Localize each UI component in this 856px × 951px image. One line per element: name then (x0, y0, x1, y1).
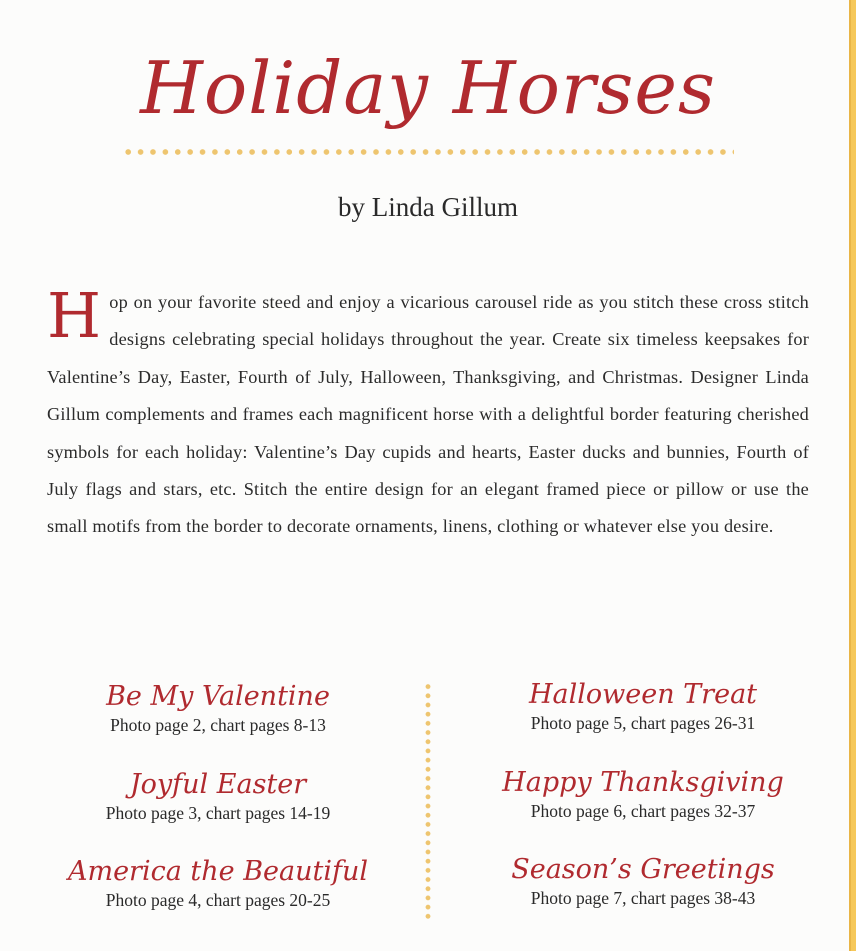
design-entry-seasons-greetings (493, 853, 793, 909)
design-entry-valentine (68, 680, 368, 736)
drop-cap: H (47, 279, 102, 352)
design-pages: Photo page 5, chart pages 26-31 (530, 713, 756, 733)
design-pages: Photo page 3, chart pages 14-19 (105, 803, 331, 823)
design-pages: Photo page 2, chart pages 8-13 (110, 715, 326, 735)
intro-paragraph (47, 279, 809, 546)
design-entry-easter (68, 768, 368, 824)
page-title: Holiday Horses (140, 46, 716, 130)
column-divider (424, 682, 432, 920)
author-byline: by Linda Gillum (338, 192, 518, 222)
intro-text: op on your favorite steed and enjoy a vicarious carousel ride as you stitch these cross stitch designs celebrating special holidays throughout the year. Create six timeless keepsakes for Valentine’s Day, Easter, Fourth of July, Halloween, Thanksgiving, and Christmas. Designer Linda Gillum complements and frames each magnificent horse with a delightful border featuring cherished symbols for each holiday: Valentine’s Day cupids and hearts, Easter ducks and bunnies, Fourth of July flags and stars, etc. Stitch the entire design for an elegant framed piece or pillow or use the small motifs from the border to decorate ornaments, linens, clothing or whatever else you desire. (47, 292, 809, 537)
design-name: Be My Valentine (106, 681, 330, 712)
design-pages: Photo page 4, chart pages 20-25 (105, 890, 331, 910)
design-name: America the Beautiful (67, 856, 369, 887)
design-name: Season’s Greetings (511, 854, 775, 885)
design-name: Halloween Treat (528, 679, 758, 710)
design-entry-halloween (493, 678, 793, 734)
title-dotted-underline (122, 148, 734, 156)
design-entry-thanksgiving (483, 766, 803, 822)
design-pages: Photo page 7, chart pages 38-43 (530, 888, 756, 908)
design-entry-america (58, 855, 378, 911)
design-pages: Photo page 6, chart pages 32-37 (530, 801, 756, 821)
design-name: Joyful Easter (129, 769, 307, 800)
design-name: Happy Thanksgiving (502, 767, 784, 798)
